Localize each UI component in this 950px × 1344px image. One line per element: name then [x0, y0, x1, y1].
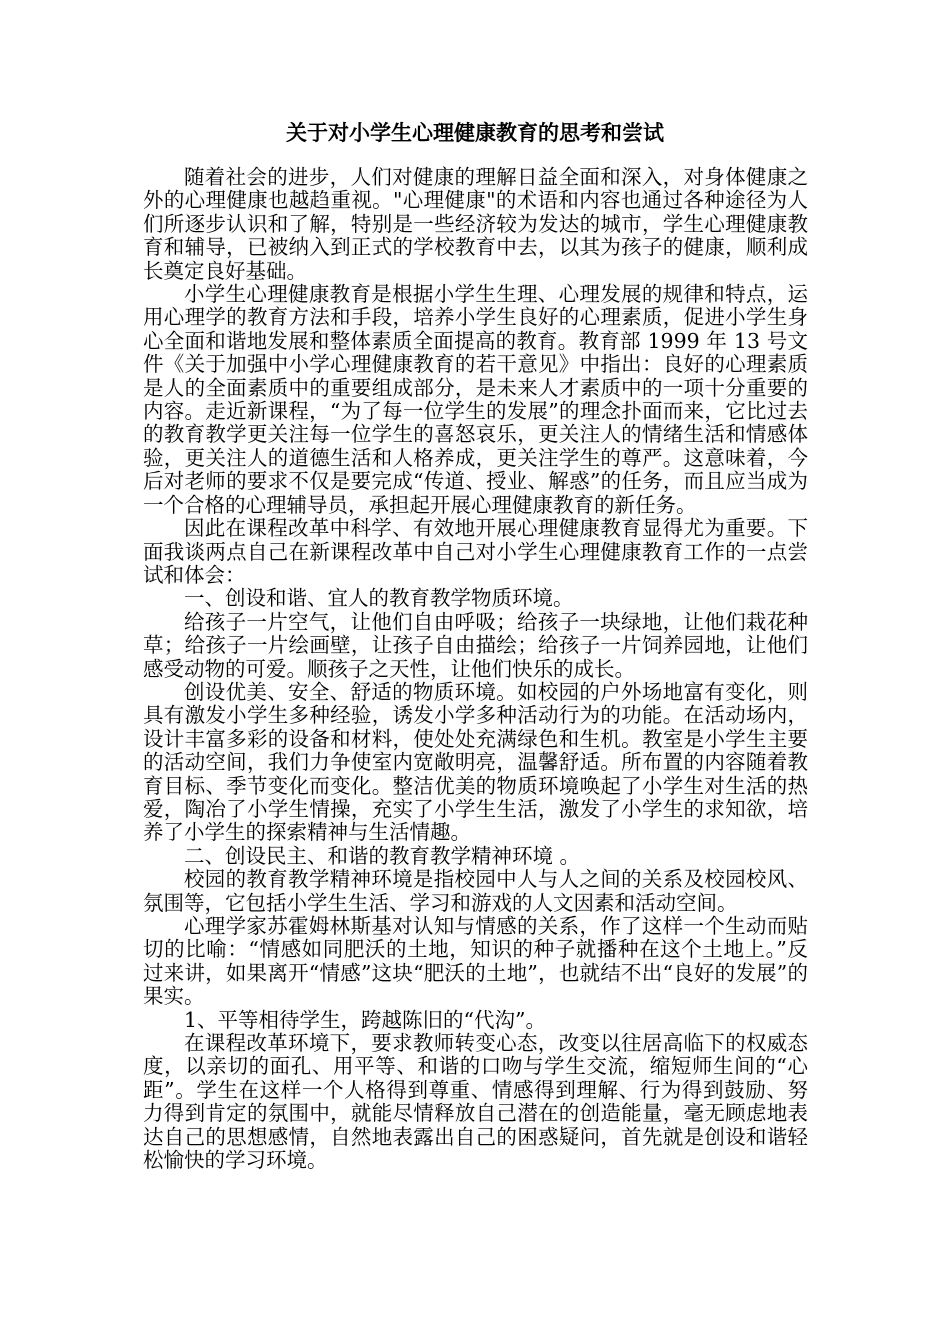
paragraph-7: 心理学家苏霍姆林斯基对认知与情感的关系，作了这样一个生动而贴切的比喻：“情感如同肥沃的土地，知识的种子就播种在这个土地上。”反过来讲，如果离开“情感”这块“肥沃的土地”，也就结不出“良好的发展”的果实。: [143, 914, 808, 1009]
paragraph-2: 小学生心理健康教育是根据小学生生理、心理发展的规律和特点，运用心理学的教育方法和手段，培养小学生良好的心理素质，促进小学生身心全面和谐地发展和整体素质全面提高的教育。教育部 1999 年 13 号文件《关于加强中小学心理健康教育的若干意见》中指出：良好的心理素质是人的全面素质中的重要组成部分，是未来人才素质中的一项十分重要的内容。走近新课程，“为了每一位学生的发展”的理念扑面而来，它比过去的教育教学更关注每一位学生的喜怒哀乐，更关注人的情绪生活和情感体验，更关注人的道德生活和人格养成，更关注学生的尊严。这意味着，今后对老师的要求不仅是要完成“传道、授业、解惑”的任务，而且应当成为一个合格的心理辅导员，承担起开展心理健康教育的新任务。: [143, 282, 808, 517]
section-heading-1: 一、创设和谐、宜人的教育教学物质环境。: [184, 586, 574, 611]
paragraph-5: 创设优美、安全、舒适的物质环境。如校园的户外场地富有变化，则具有激发小学生多种经验，诱发小学多种活动行为的功能。在活动场内，设计丰富多彩的设备和材料，使处处充满绿色和生机。教室是小学生主要的活动空间，我们力争使室内宽敞明亮，温馨舒适。所布置的内容随着教育目标、季节变化而变化。整洁优美的物质环境唤起了小学生对生活的热爱，陶冶了小学生情操，充实了小学生生活，激发了小学生的求知欲，培养了小学生的探索精神与生活情趣。: [143, 679, 808, 845]
document-title: 关于对小学生心理健康教育的思考和尝试: [286, 121, 664, 145]
paragraph-1: 随着社会的进步，人们对健康的理解日益全面和深入，对身体健康之外的心理健康也越趋重视。"心理健康"的术语和内容也通过各种途径为人们所逐步认识和了解，特别是一些经济较为发达的城市，学生心理健康教育和辅导，已被纳入到正式的学校教育中去，以其为孩子的健康，顺利成长奠定良好基础。: [143, 165, 808, 283]
subsection-heading-1: 1、平等相待学生，跨越陈旧的“代沟”。: [184, 1007, 547, 1032]
paragraph-8: 在课程改革环境下，要求教师转变心态，改变以往居高临下的权威态度，以亲切的面孔、用平等、和谐的口吻与学生交流，缩短师生间的“心距”。学生在这样一个人格得到尊重、情感得到理解、行为得到鼓励、努力得到肯定的氛围中，就能尽情释放自己潜在的创造能量，毫无顾虑地表达自己的思想感情，自然地表露出自己的困惑疑问，首先就是创设和谐轻松愉快的学习环境。: [143, 1031, 808, 1173]
document-body: [143, 166, 808, 1172]
paragraph-4: 给孩子一片空气，让他们自由呼吸；给孩子一块绿地，让他们栽花种草；给孩子一片绘画壁，让孩子自由描绘；给孩子一片饲养园地，让他们感受动物的可爱。顺孩子之天性，让他们快乐的成长。: [143, 609, 808, 681]
section-heading-2: 二、创设民主、和谐的教育教学精神环境 。: [184, 843, 581, 868]
paragraph-6: 校园的教育教学精神环境是指校园中人与人之间的关系及校园校风、氛围等，它包括小学生生活、学习和游戏的人文因素和活动空间。: [143, 867, 808, 915]
paragraph-3: 因此在课程改革中科学、有效地开展心理健康教育显得尤为重要。下面我谈两点自己在新课程改革中自己对小学生心理健康教育工作的一点尝试和体会：: [143, 516, 808, 587]
